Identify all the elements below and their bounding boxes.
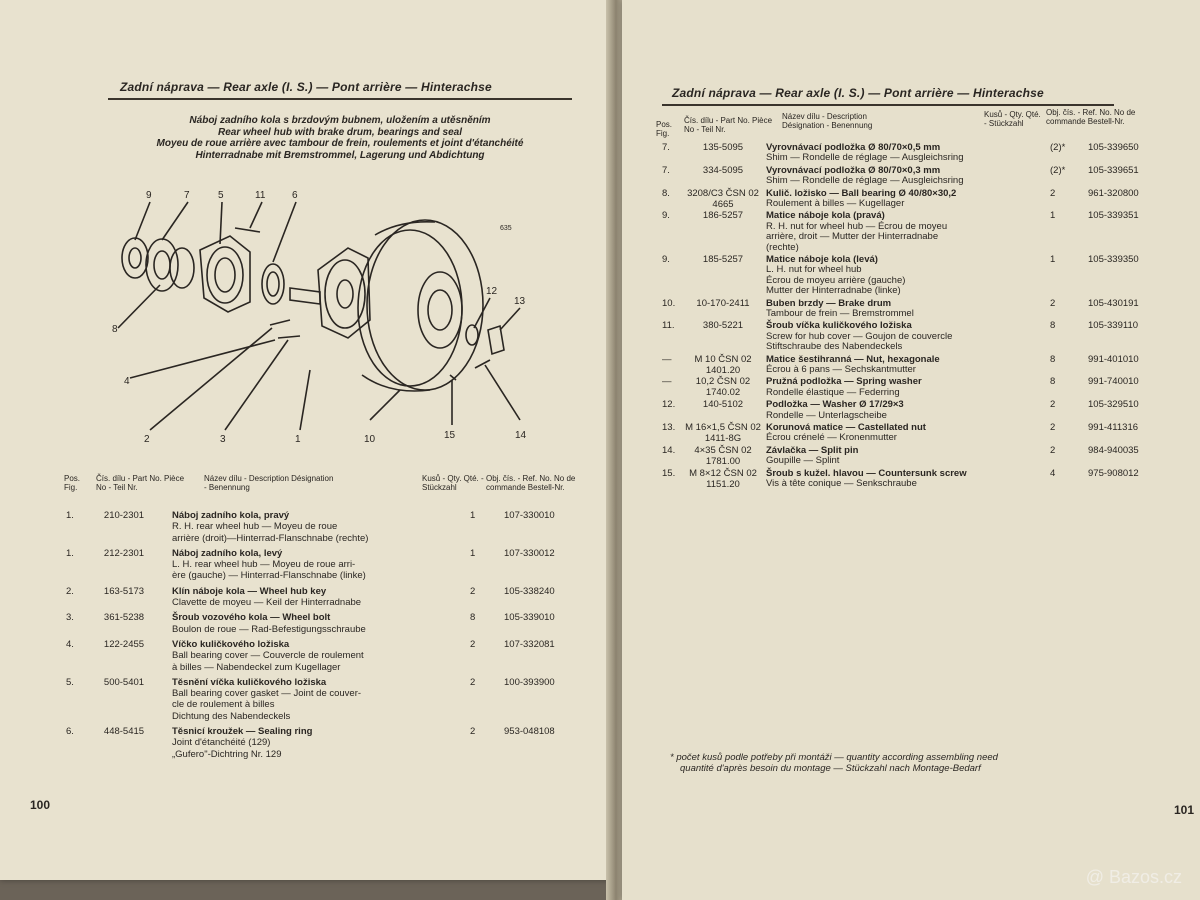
row-description-line: L. H. rear wheel hub — Moyeu de roue arri- (172, 559, 356, 571)
row-part-no: 380-5221 (702, 320, 744, 332)
row-qty: 2 (470, 676, 476, 688)
callout-4: 4 (124, 376, 130, 387)
row-description-line: Matice náboje kola (pravá) (766, 210, 885, 222)
row-pos: 12. (662, 399, 676, 411)
row-pos: 4. (66, 639, 74, 650)
row-ref-no: 961-320800 (1088, 187, 1139, 199)
left-page-header: Zadní náprava — Rear axle (I. S.) — Pont arrière — Hinterachse (120, 80, 492, 94)
row-qty: 1 (470, 510, 476, 521)
row-pos: 9. (662, 210, 670, 222)
row-ref-no: 105-339351 (1088, 210, 1139, 222)
row-pos: 2. (66, 585, 74, 597)
footnote (670, 752, 998, 774)
row-description-line: Podložka — Washer Ø 17/29×3 (766, 399, 904, 411)
left-header-rule (108, 98, 572, 100)
right-header-rule (662, 104, 1114, 106)
row-part-no: 122-2455 (103, 639, 145, 650)
row-description-line: Tambour de frein — Bremstrommel (766, 307, 914, 319)
row-qty: 2 (1050, 444, 1056, 456)
row-description-line: Těsnicí kroužek — Sealing ring (172, 726, 313, 738)
row-qty: 2 (1050, 399, 1056, 411)
row-part-no: 210-2301 (103, 510, 145, 521)
callout-8: 8 (112, 324, 118, 335)
row-ref-no: 975-908012 (1088, 467, 1139, 479)
row-description-line: Klín náboje kola — Wheel hub key (172, 585, 327, 597)
row-description-line: arrière, droit — Mutter der Hinterradnabe (766, 231, 939, 243)
row-description-line: Šroub vozového kola — Wheel bolt (172, 612, 331, 624)
row-pos: — (662, 353, 672, 365)
row-part-no: 334-5095 (702, 164, 744, 176)
callout-7: 7 (184, 190, 190, 201)
row-pos: 6. (66, 726, 74, 738)
row-pos: — (662, 376, 672, 388)
figure-code: 635 (500, 225, 512, 232)
exploded-hub-diagram (100, 180, 560, 460)
row-description-line: Kulič. ložisko — Ball bearing Ø 40/80×30,2 (766, 187, 957, 199)
callout-13: 13 (514, 296, 526, 307)
row-pos: 15. (662, 467, 676, 479)
callout-10: 10 (364, 434, 376, 445)
row-description-line: R. H. rear wheel hub — Moyeu de roue (172, 521, 338, 533)
row-description-line: Víčko kuličkového ložiska (172, 639, 290, 650)
row-description-line: L. H. nut for wheel hub (766, 264, 862, 276)
row-pos: 11. (662, 320, 675, 332)
row-qty: 2 (1050, 297, 1056, 309)
row-pos: 7. (662, 164, 670, 176)
row-description-line: Vyrovnávací podložka Ø 80/70×0,5 mm (766, 142, 941, 153)
footnote-line-2: quantité d'après besoin du montage — Stückzahl nach Montage-Bedarf (680, 763, 981, 774)
row-pos: 14. (662, 444, 676, 456)
row-description-line: Korunová matice — Castellated nut (766, 422, 926, 433)
row-ref-no: 107-330010 (504, 510, 555, 521)
row-ref-no: 105-329510 (1088, 399, 1139, 411)
left-page (0, 0, 612, 880)
row-part-no: M 16×1,5 ČSN 02 1411-8G (685, 422, 761, 444)
row-ref-no: 105-338240 (504, 585, 555, 597)
page-number-left: 100 (30, 798, 51, 812)
row-description-line: Mutter der Hinterradnabe (linke) (766, 285, 901, 297)
row-description-line: Écrou à 6 pans — Sechskantmutter (766, 363, 916, 375)
row-description-line: Roulement à billes — Kugellager (766, 197, 905, 209)
row-part-no: 448-5415 (103, 726, 145, 738)
row-description-line: Screw for hub cover — Goujon de couvercle (766, 330, 953, 342)
row-qty: 4 (1050, 467, 1056, 479)
row-description-line: Rondelle élastique — Federring (766, 386, 900, 398)
row-pos: 1. (66, 510, 74, 521)
row-description-line: Goupille — Splint (766, 455, 840, 467)
row-description-line: Boulon de roue — Rad-Befestigungsschraube (172, 623, 366, 635)
col-part: Čís. dílu - Part No. Pièce No - Teil Nr. (684, 116, 773, 134)
title-line-en: Rear wheel hub with brake drum, bearings and seal (218, 126, 462, 138)
row-qty: 2 (1050, 422, 1056, 433)
row-part-no: 10-170-2411 (696, 297, 750, 309)
row-qty: 2 (470, 639, 476, 650)
row-part-no: 140-5102 (702, 399, 744, 411)
row-qty: 2 (470, 726, 476, 738)
row-qty: 8 (470, 612, 476, 624)
row-part-no: 361-5238 (103, 612, 145, 624)
row-description-line: Matice šestihranná — Nut, hexagonale (766, 353, 940, 365)
row-part-no: 3208/C3 ČSN 02 4665 (687, 187, 759, 210)
row-part-no: 135-5095 (702, 142, 744, 153)
row-description-line: à billes — Nabendeckel zum Kugellager (172, 661, 341, 673)
col-ref: Obj. čís. - Ref. No. No de commande Bestell-Nr. (486, 474, 576, 492)
row-qty: 1 (1050, 254, 1056, 265)
title-line-cz: Náboj zadního kola s brzdovým bubnem, uložením a utěsněním (189, 115, 491, 126)
row-ref-no: 105-430191 (1088, 297, 1139, 309)
row-description-line: Těsnění víčka kuličkového ložiska (172, 676, 327, 688)
row-description-line: Náboj zadního kola, pravý (172, 510, 290, 521)
right-page-header: Zadní náprava — Rear axle (I. S.) — Pont arrière — Hinterachse (672, 86, 1044, 100)
callout-1: 1 (295, 434, 301, 445)
row-description-line: arrière (droit)—Hinterrad-Flanschnabe (rechte) (172, 532, 369, 544)
footnote-line-1: * počet kusů podle potřeby při montáži — quantity according assembling need (670, 752, 998, 763)
row-qty: 2 (1050, 187, 1056, 199)
row-description-line: Ball bearing cover gasket — Joint de couver- (172, 688, 362, 700)
callout-9: 9 (146, 190, 152, 201)
callout-2: 2 (144, 434, 150, 445)
col-ref: Obj. čís. - Ref. No. No de commande Bestell-Nr. (1046, 108, 1136, 126)
row-description-line: „Gufero"-Dichtring Nr. 129 (172, 748, 282, 760)
row-part-no: 163-5173 (103, 585, 145, 597)
row-qty: 1 (470, 547, 476, 559)
row-qty: 1 (1050, 210, 1056, 222)
row-description-line: Shim — Rondelle de réglage — Ausgleichsring (766, 175, 964, 187)
col-part: Čís. dílu - Part No. Pièce No - Teil Nr. (96, 474, 185, 492)
row-ref-no: 105-339651 (1088, 164, 1139, 176)
row-description-line: Dichtung des Nabendeckels (172, 710, 291, 722)
row-description-line: Shim — Rondelle de réglage — Ausgleichsring (766, 152, 964, 164)
row-part-no: 186-5257 (702, 210, 744, 222)
row-pos: 13. (662, 422, 676, 433)
watermark: @ Bazos.cz (1085, 867, 1182, 887)
row-qty: (2)* (1050, 142, 1066, 153)
callout-12: 12 (486, 286, 498, 297)
row-ref-no: 107-332081 (504, 639, 555, 650)
row-description-line: Rondelle — Unterlagscheibe (766, 409, 887, 421)
row-description-line: Závlačka — Split pin (766, 444, 859, 456)
row-qty: 8 (1050, 320, 1056, 332)
col-name: Název dílu - Description Désignation - Benennung (782, 112, 873, 130)
row-description-line: Šroub s kužel. hlavou — Countersunk screw (766, 467, 967, 479)
row-pos: 9. (662, 254, 670, 265)
title-line-de: Hinterradnabe mit Bremstrommel, Lagerung und Abdichtung (195, 149, 485, 161)
row-description-line: ère (gauche) — Hinterrad-Flanschnabe (linke) (172, 570, 366, 582)
callout-14: 14 (515, 430, 527, 441)
row-part-no: M 8×12 ČSN 02 1151.20 (689, 467, 757, 490)
row-ref-no: 100-393900 (504, 676, 555, 688)
col-qty: Kusů - Qty. Qté. - Stückzahl (984, 110, 1041, 128)
row-ref-no: 953-048108 (504, 726, 555, 738)
row-ref-no: 984-940035 (1088, 444, 1139, 456)
title-line-fr: Moyeu de roue arrière avec tambour de frein, roulements et joint d'étanchéité (156, 138, 524, 149)
row-ref-no: 991-401010 (1088, 353, 1139, 365)
page-number-right: 101 (1174, 803, 1195, 817)
col-qty: Kusů - Qty. Qté. - Stückzahl (422, 474, 484, 492)
row-part-no: 4×35 ČSN 02 1781.00 (694, 444, 752, 467)
row-description-line: Stiftschraube des Nabendeckels (766, 341, 903, 353)
left-figure-title (110, 115, 570, 161)
row-pos: 1. (66, 547, 74, 559)
row-part-no: 185-5257 (702, 254, 744, 265)
row-qty: (2)* (1050, 164, 1066, 176)
row-description-line: Ball bearing cover — Couvercle de roulement (172, 650, 364, 662)
row-description-line: Vis à tête conique — Senkschraube (766, 477, 917, 489)
row-pos: 3. (66, 612, 74, 624)
row-description-line: Clavette de moyeu — Keil der Hinterradnabe (172, 597, 362, 609)
row-part-no: 10,2 ČSN 02 1740.02 (695, 376, 751, 399)
right-page (622, 0, 1200, 900)
row-description-line: Pružná podložka — Spring washer (766, 376, 922, 388)
row-ref-no: 105-339350 (1088, 254, 1139, 265)
callout-11: 11 (255, 190, 266, 201)
row-pos: 8. (662, 187, 670, 199)
row-qty: 2 (470, 585, 476, 597)
row-description-line: Buben brzdy — Brake drum (766, 297, 892, 309)
row-description-line: Šroub víčka kuličkového ložiska (766, 320, 912, 332)
row-pos: 7. (662, 142, 670, 153)
row-part-no: M 10 ČSN 02 1401.20 (694, 353, 752, 376)
row-pos: 10. (662, 297, 676, 309)
row-description-line: Écrou de moyeu arrière (gauche) (766, 274, 906, 286)
callout-5: 5 (218, 190, 224, 201)
row-description-line: (rechte) (766, 241, 799, 253)
row-part-no: 212-2301 (103, 547, 145, 559)
row-description-line: Écrou crénelé — Kronenmutter (766, 432, 897, 444)
row-qty: 8 (1050, 353, 1056, 365)
callout-15: 15 (444, 430, 456, 441)
row-description-line: Joint d'étanchéité (129) (172, 737, 271, 749)
col-pos: Pos. Fig. (656, 120, 673, 138)
row-ref-no: 107-330012 (504, 547, 555, 559)
callout-6: 6 (292, 190, 298, 201)
row-description-line: Náboj zadního kola, levý (172, 547, 283, 559)
row-part-no: 500-5401 (103, 676, 145, 688)
row-ref-no: 105-339110 (1088, 320, 1139, 332)
callout-3: 3 (220, 434, 226, 445)
row-pos: 5. (66, 676, 74, 688)
row-ref-no: 105-339010 (504, 612, 555, 624)
row-qty: 8 (1050, 376, 1056, 388)
row-description-line: R. H. nut for wheel hub — Écrou de moyeu (766, 220, 948, 232)
row-ref-no: 991-411316 (1088, 422, 1139, 433)
col-pos: Pos. Fig. (64, 474, 81, 492)
row-ref-no: 105-339650 (1088, 142, 1139, 153)
row-description-line: cle de roulement à billes (172, 699, 275, 711)
col-name: Název dílu - Description Désignation - Benennung (204, 474, 334, 492)
row-description-line: Vyrovnávací podložka Ø 80/70×0,3 mm (766, 164, 941, 176)
row-description-line: Matice náboje kola (levá) (766, 254, 878, 265)
row-ref-no: 991-740010 (1088, 376, 1139, 388)
